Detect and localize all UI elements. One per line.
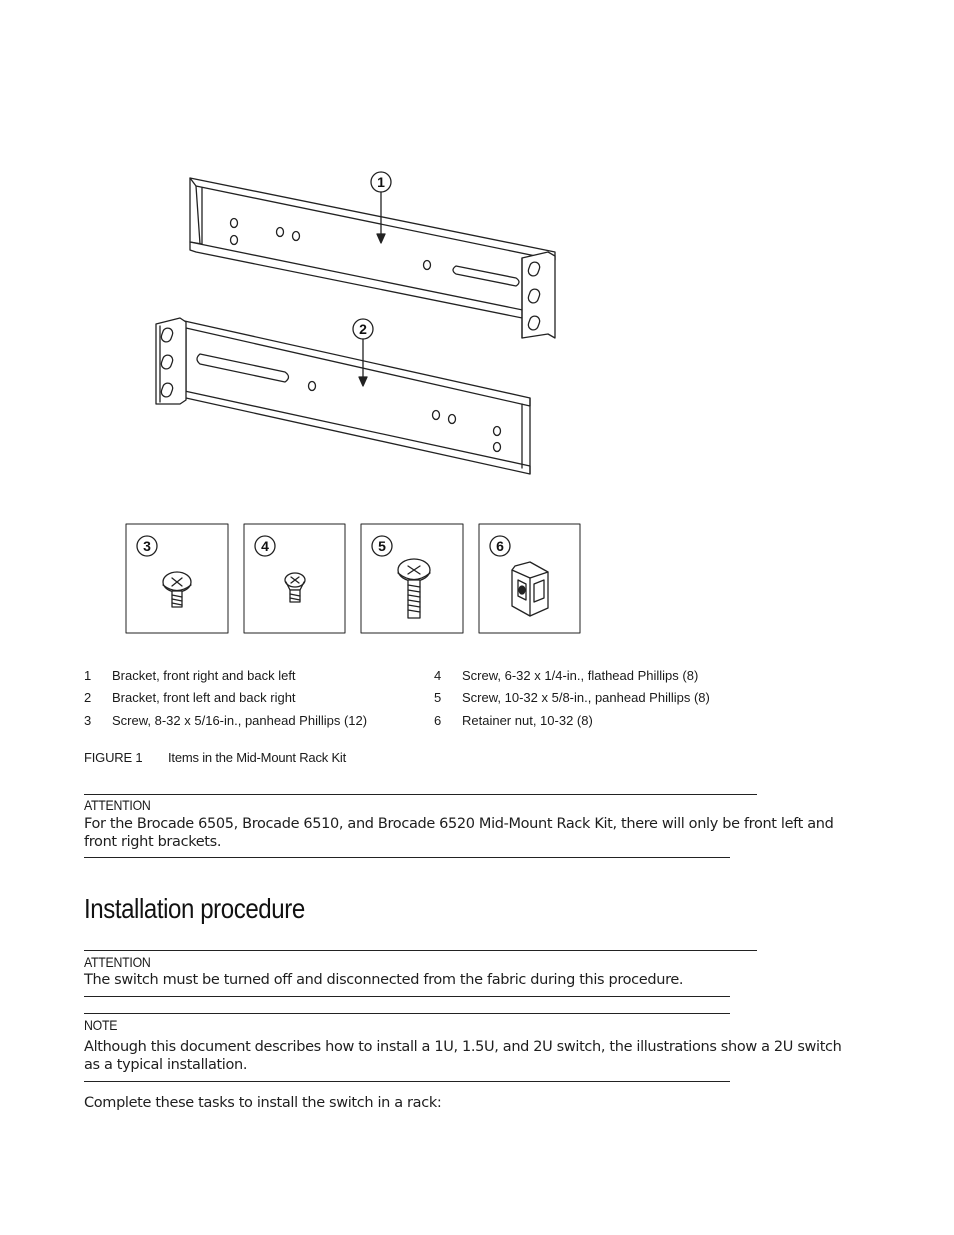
callout-6-label: 6 [496, 538, 504, 554]
callout-5-label: 5 [378, 538, 386, 554]
intro-paragraph: Complete these tasks to install the switch in a rack: [84, 1095, 442, 1111]
item-box-4 [244, 524, 345, 633]
item-box-5 [361, 524, 463, 633]
divider [84, 996, 730, 997]
section-heading: Installation procedure [84, 893, 305, 924]
legend-text: Screw, 6-32 x 1/4-in., flathead Phillips (8) [462, 668, 699, 683]
item-box-6 [479, 524, 580, 633]
legend-number: 5 [434, 690, 442, 705]
bracket-front-left-back-right [156, 318, 530, 474]
item-box-3 [126, 524, 228, 633]
note-text: Although this document describes how to install a 1U, 1.5U, and 2U switch, the illustrations show a 2U switch as a typical installation. [84, 1039, 842, 1073]
legend-number: 3 [84, 713, 92, 728]
attention-label: ATTENTION [84, 954, 151, 970]
legend-number: 4 [434, 668, 442, 683]
callout-1 [371, 172, 391, 243]
legend-number: 2 [84, 690, 92, 705]
legend-text: Bracket, front right and back left [112, 668, 296, 683]
figure-caption-text: Items in the Mid-Mount Rack Kit [168, 750, 347, 765]
callout-1-label: 1 [377, 174, 385, 190]
attention-text: The switch must be turned off and disconnected from the fabric during this procedure. [84, 972, 684, 988]
legend-text: Screw, 8-32 x 5/16-in., panhead Phillips (12) [112, 713, 368, 728]
divider [84, 1081, 730, 1082]
callout-3-label: 3 [143, 538, 151, 554]
callout-4-label: 4 [261, 538, 269, 554]
divider [84, 857, 730, 858]
legend-text: Retainer nut, 10-32 (8) [462, 713, 593, 728]
divider [84, 1013, 730, 1014]
legend-number: 6 [434, 713, 442, 728]
note-label: NOTE [84, 1017, 118, 1033]
retainer-nut-icon [512, 562, 548, 616]
attention-text: For the Brocade 6505, Brocade 6510, and Brocade 6520 Mid-Mount Rack Kit, there will only be front left and front right brackets. [84, 816, 834, 850]
legend-text: Screw, 10-32 x 5/8-in., panhead Phillips (8) [462, 690, 710, 705]
figure-caption-label: FIGURE 1 [84, 750, 143, 765]
divider [84, 794, 757, 795]
callout-2-label: 2 [359, 321, 367, 337]
legend-text: Bracket, front left and back right [112, 690, 296, 705]
legend-number: 1 [84, 668, 92, 683]
callout-2 [353, 319, 373, 386]
attention-label: ATTENTION [84, 797, 151, 813]
bracket-front-right-back-left [190, 178, 555, 338]
divider [84, 950, 757, 951]
